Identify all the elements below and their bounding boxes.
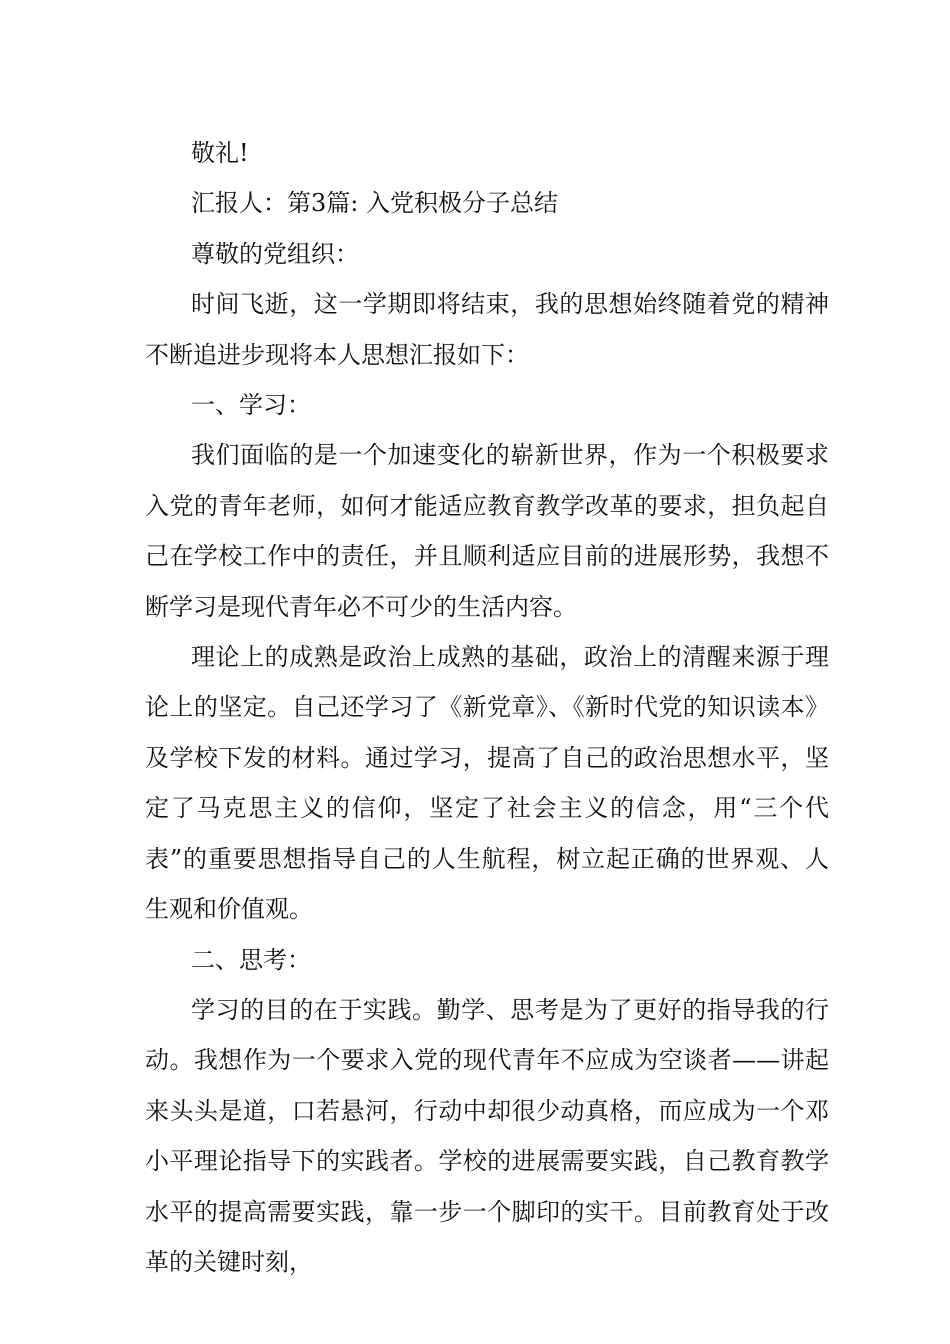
reporter-line: 汇报人：第3篇: 入党积极分子总结 bbox=[191, 189, 558, 218]
document-body bbox=[145, 128, 829, 1287]
intro-paragraph: 时间飞逝，这一学期即将结束，我的思想始终随着党的精神不断追进步现将本人思想汇报如下： bbox=[145, 290, 829, 369]
study-paragraph-2: 理论上的成熟是政治上成熟的基础，政治上的清醒来源于理论上的坚定。自己还学习了《新党章》、《新时代党的知识读本》及学校下发的材料。通过学习，提高了自己的政治思想水平，坚定了马克思主义的信仰，坚定了社会主义的信念，用“三个代表”的重要思想指导自己的人生航程，树立起正确的世界观、人生观和价值观。 bbox=[145, 643, 829, 924]
closing-salutation: 敬礼! bbox=[191, 139, 249, 167]
section-heading-thinking: 二、思考： bbox=[191, 945, 311, 974]
section-heading-study: 一、学习： bbox=[191, 391, 311, 420]
greeting: 尊敬的党组织： bbox=[191, 239, 359, 268]
study-paragraph-1: 我们面临的是一个加速变化的崭新世界，作为一个积极要求入党的青年老师，如何才能适应教育教学改革的要求，担负起自己在学校工作中的责任，并且顺利适应目前的进展形势，我想不断学习是现代青年必不可少的生活内容。 bbox=[145, 441, 829, 621]
thinking-paragraph-1: 学习的目的在于实践。勤学、思考是为了更好的指导我的行动。我想作为一个要求入党的现代青年不应成为空谈者——讲起来头头是道，口若悬河，行动中却很少动真格，而应成为一个邓小平理论指导下的实践者。学校的进展需要实践，自己教育教学水平的提高需要实践，靠一步一个脚印的实干。目前教育处于改革的关键时刻， bbox=[145, 995, 829, 1276]
